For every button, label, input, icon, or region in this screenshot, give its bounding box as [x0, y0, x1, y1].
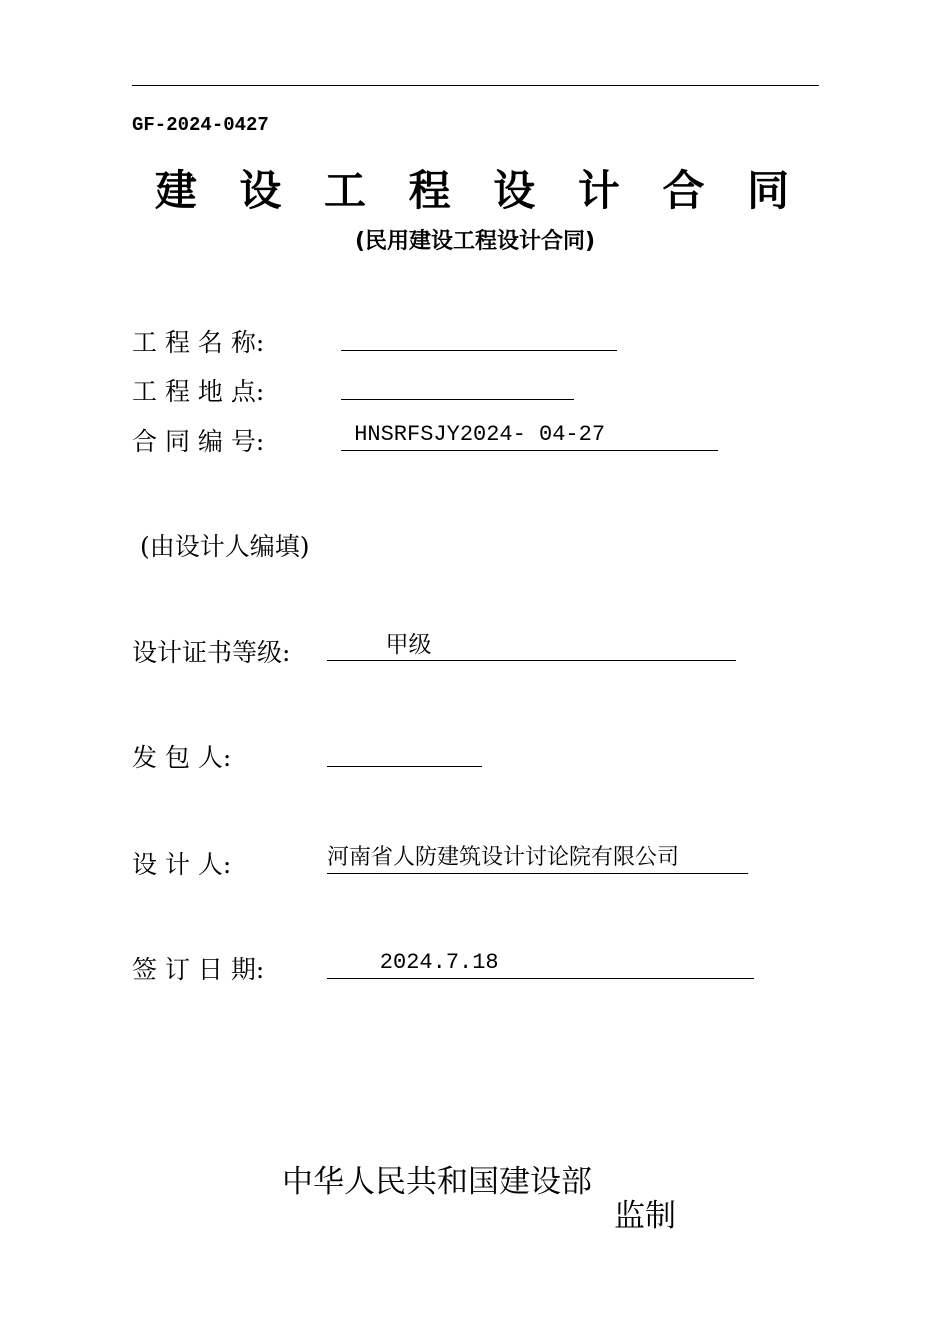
employer-label: 发 包 人: [132, 743, 232, 772]
contract-number-field[interactable]: HNSRFSJY2024- 04-27 [341, 420, 718, 451]
contract-number-label: 合 同 编 号: [132, 427, 265, 456]
document-code: GF-2024-0427 [132, 114, 269, 136]
project-location-field[interactable] [341, 369, 574, 400]
contract-subtitle: (民用建设工程设计合同) [354, 229, 596, 254]
designer-label: 设 计 人: [132, 850, 232, 879]
sign-date-field[interactable]: 2024.7.18 [327, 948, 754, 979]
top-rule [132, 85, 819, 86]
certificate-grade-field[interactable]: 甲级 [327, 630, 736, 661]
employer-field[interactable] [327, 736, 482, 767]
project-name-label: 工 程 名 称: [132, 328, 265, 357]
supervise-label: 监制 [614, 1198, 676, 1234]
project-name-field[interactable] [341, 320, 617, 351]
sign-date-label: 签 订 日 期: [132, 955, 265, 984]
designer-field[interactable]: 河南省人防建筑设计讨论院有限公司 [327, 843, 748, 874]
certificate-grade-label: 设计证书等级: [132, 638, 291, 667]
fill-by-designer-note: (由设计人编填) [140, 532, 310, 561]
issuer-name: 中华人民共和国建设部 [282, 1164, 592, 1200]
project-location-label: 工 程 地 点: [132, 377, 265, 406]
contract-title: 建 设 工 程 设 计 合 同 [154, 166, 804, 215]
